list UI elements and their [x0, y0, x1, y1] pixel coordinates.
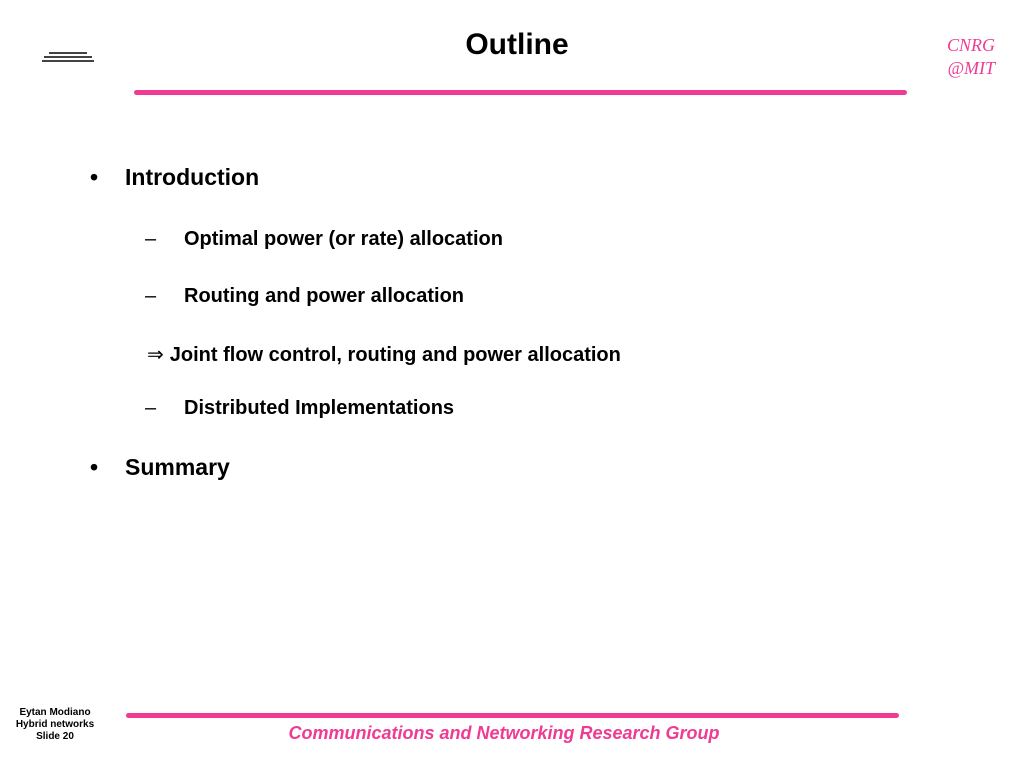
brand-mark	[947, 34, 995, 80]
dash-icon: –	[145, 228, 157, 250]
brand-line-2: @MIT	[947, 58, 995, 78]
bullet-dot-icon: •	[90, 164, 99, 190]
implies-arrow-icon: ⇒	[147, 344, 164, 366]
sub-bullet-routing-power	[145, 285, 464, 308]
sub-bullet-optimal-power	[145, 228, 503, 251]
title-divider	[134, 90, 907, 95]
sub-bullet-text: Routing and power allocation	[184, 285, 464, 307]
footer-course: Hybrid networks	[15, 719, 95, 730]
slide-title: Outline	[465, 28, 569, 61]
footer-author-block	[10, 707, 100, 743]
bullet-introduction	[90, 164, 259, 191]
implies-text: Joint flow control, routing and power allocation	[169, 344, 621, 366]
footer-divider	[126, 713, 899, 718]
bullet-summary	[90, 454, 230, 481]
dash-icon: –	[145, 397, 157, 419]
implies-joint-flow-control	[147, 342, 621, 367]
bullet-text: Introduction	[125, 164, 260, 190]
dash-icon: –	[145, 285, 157, 307]
brand-line-1: CNRG	[946, 35, 995, 55]
sub-bullet-text: Distributed Implementations	[184, 397, 455, 419]
footer-slide-number: Slide 20	[36, 731, 74, 742]
footer-author: Eytan Modiano	[19, 707, 91, 718]
bullet-dot-icon: •	[90, 454, 99, 480]
sub-bullet-text: Optimal power (or rate) allocation	[184, 228, 503, 250]
sub-bullet-distributed	[145, 397, 454, 420]
footer-group-name: Communications and Networking Research Group	[288, 723, 720, 743]
bullet-text: Summary	[125, 454, 230, 480]
